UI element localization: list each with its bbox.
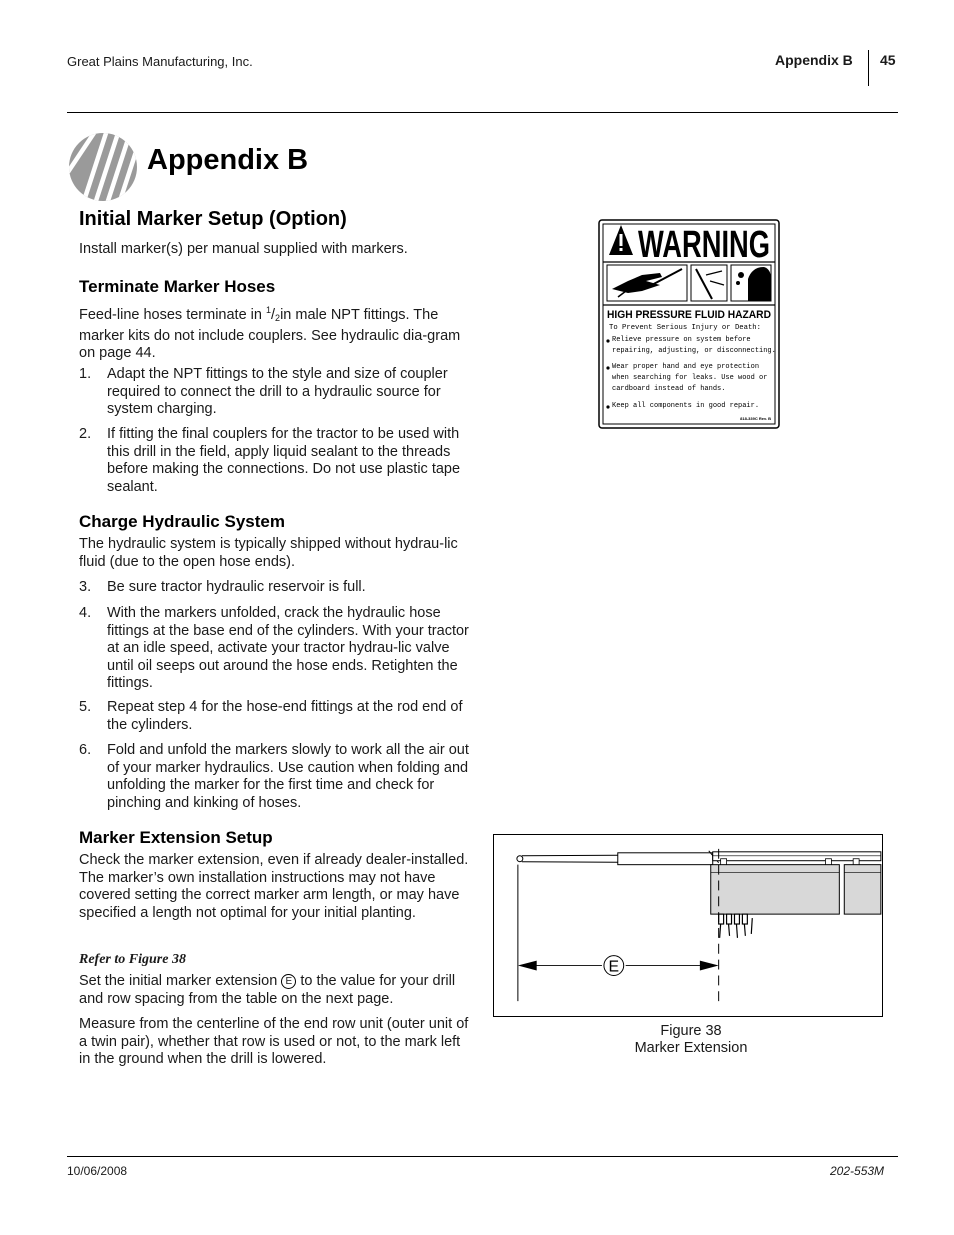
extension-setup-instruction [79,973,471,1008]
list-item [79,742,471,814]
step-number: 1. [79,366,92,382]
charge-system-intro: The hydraulic system is typically shipped without hydrau-lic fluid (due to the open hose ends). [79,536,458,570]
marker-arm [517,851,719,865]
callout-e-icon: E [281,974,296,989]
extension-measure-paragraph: Measure from the centerline of the end row unit (outer unit of a twin pair), whether that row is used or not, to the mark left in the ground when the drill is lowered. [79,1016,469,1067]
fraction-numerator: 1 [266,305,272,315]
hazard-bullet-3: Keep all components in good repair. [612,402,760,410]
text-segment: Feed-line hoses terminate in [79,307,266,323]
page-number: 45 [880,52,896,68]
list-item [79,579,471,597]
header-company: Great Plains Manufacturing, Inc. [67,54,253,69]
footer-doc-number: 202-553M [830,1164,885,1178]
footer-rule [67,1156,898,1157]
step-text: Adapt the NPT fittings to the style and size of coupler required to connect the drill to a hydraulic source for system charging. [107,366,448,417]
decal-part-number: 818-339C Rev. B [740,416,771,421]
header-divider [868,50,869,86]
step-number: 2. [79,426,92,442]
subheading-terminate-hoses: Terminate Marker Hoses [79,277,276,296]
figure-title: Marker Extension [634,1040,748,1056]
step-text: Be sure tractor hydraulic reservoir is full. [107,579,366,595]
figure-number: Figure 38 [660,1023,722,1039]
step-text: Repeat step 4 for the hose-end fittings at the rod end of the cylinders. [107,699,463,733]
header-rule [67,112,898,113]
step-number: 4. [79,605,92,621]
initial-setup-intro: Install marker(s) per manual supplied with markers. [79,241,408,257]
subheading-charge-system: Charge Hydraulic System [79,512,285,531]
hazard-bullet-2: Wear proper hand and eye protection when searching for leaks. Use wood or cardboard instead of hands. [612,363,768,393]
hazard-title: HIGH PRESSURE FLUID HAZARD [607,309,772,321]
drill-frame [711,852,881,914]
fraction-denominator: 2 [275,313,281,323]
terminate-hoses-paragraph: Feed-line hoses terminate in $^1/_2in$ male NPT fittings. The marker kits do not include couplers. See hydraulic dia-gram on page 44. [79,305,461,361]
subheading-extension-setup: Marker Extension Setup [79,828,273,847]
step-text: Fold and unfold the markers slowly to work all the air out of your marker hydraulics. Use caution when folding and unfolding the marker for the first time and check for pinching and kinking of hoses. [107,742,469,811]
great-plains-logo-icon [68,132,138,202]
hazard-bullet-1: Relieve pressure on system before repairing, adjusting, or disconnecting. [612,336,776,355]
footer-date: 10/06/2008 [67,1164,128,1178]
text-segment: to the value for your drill and row spacing from the table on the next page. [79,973,456,1007]
header-section: Appendix B [775,52,853,68]
step-number: 3. [79,579,92,595]
figure-reference: Refer to Figure 38 [79,952,186,967]
list-item [79,366,471,420]
figure-marker-extension [493,834,883,1017]
text-segment: in male NPT fittings. The marker kits do not include couplers. See hydraulic dia-gram on page 44. [79,307,461,361]
hazard-subtitle: To Prevent Serious Injury or Death: [609,324,761,332]
page-title: Appendix B [147,144,309,176]
step-text: With the markers unfolded, crack the hydraulic hose fittings at the base end of the cylinders. With your tractor at an idle speed, activate your tractor hydrau-lic valve until oil seeps out around the hose ends. Retighten the fittings. [107,605,469,691]
text-segment: Set the initial marker extension [79,973,282,989]
step-text: If fitting the final couplers for the tractor to be used with this drill in the field, apply liquid sealant to the threads before making the connections. Do not use plastic tape sealant. [107,426,461,495]
warning-decal [598,219,780,429]
step-number: 5. [79,699,92,715]
row-unit-openers [719,914,753,938]
list-item [79,605,471,693]
list-item [79,426,471,498]
extension-setup-paragraph: Check the marker extension, even if already dealer-installed. The marker’s own installation instructions may not have covered setting the correct marker arm length, or may have specified a length not optimal for your initial planting. [79,852,469,921]
list-item [79,699,471,735]
step-number: 6. [79,742,92,758]
figure-caption [590,1023,792,1057]
section-heading-initial-setup: Initial Marker Setup (Option) [79,208,347,230]
callout-e-icon [604,956,624,976]
figure-callout-label: E [608,958,620,976]
warning-word: WARNING [638,224,770,266]
